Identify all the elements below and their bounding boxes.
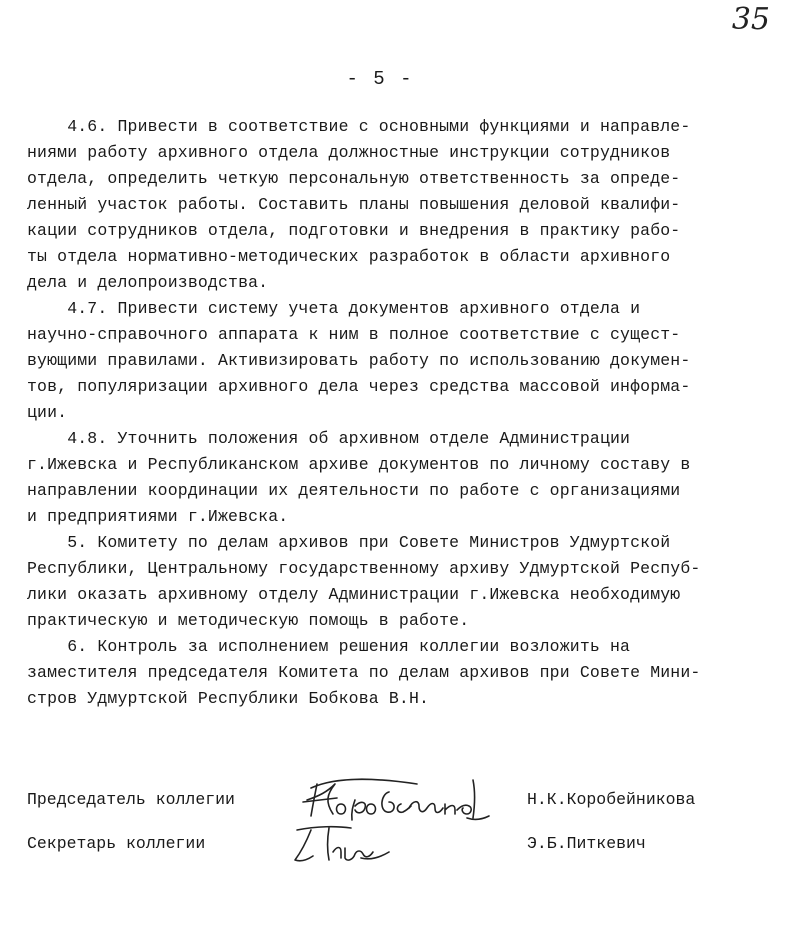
body-line: ленный участок работы. Составить планы повышения деловой квалифи- [27,195,681,214]
body-line: 5. Комитету по делам архивов при Совете Министров Удмуртской [27,533,671,552]
signature-block [27,790,767,910]
body-line: направлении координации их деятельности по работе с организациями [27,481,681,500]
body-line: г.Ижевска и Республиканском архиве документов по личному составу в [27,455,691,474]
body-line: практическую и методическую помощь в работе. [27,611,470,630]
body-line: ниями работу архивного отдела должностные инструкции сотрудников [27,143,671,162]
chair-title: Председатель коллегии [27,790,235,809]
chair-name: Н.К.Коробейникова [527,790,696,809]
page-number: - 5 - [346,68,414,90]
body-line: ции. [27,403,68,422]
body-line: 6. Контроль за исполнением решения коллегии возложить на [27,637,631,656]
body-line: вующими правилами. Активизировать работу по использованию докумен- [27,351,691,370]
body-line: Республики, Центральному государственному архиву Удмуртской Респуб- [27,559,701,578]
body-line: 4.7. Привести систему учета документов архивного отдела и [27,299,641,318]
secretary-handwritten-signature [287,820,397,868]
body-line: заместителя председателя Комитета по делам архивов при Совете Мини- [27,663,701,682]
body-line: 4.6. Привести в соответствие с основными функциями и направле- [27,117,691,136]
body-line: ты отдела нормативно-методических разработок в области архивного [27,247,671,266]
body-line: лики оказать архивному отделу Администрации г.Ижевска необходимую [27,585,681,604]
body-line: научно-справочного аппарата к ним в полное соответствие с сущест- [27,325,681,344]
body-line: 4.8. Уточнить положения об архивном отделе Администрации [27,429,631,448]
archive-sheet-number: 35 [731,2,770,37]
body-line: тов, популяризации архивного дела через средства массовой информа- [27,377,691,396]
body-line: и предприятиями г.Ижевска. [27,507,289,526]
secretary-title: Секретарь коллегии [27,834,206,853]
resolution-body [27,114,747,712]
body-line: дела и делопроизводства. [27,273,269,292]
body-line: отдела, определить четкую персональную ответственность за опреде- [27,169,681,188]
secretary-name: Э.Б.Питкевич [527,834,646,853]
body-line: кации сотрудников отдела, подготовки и внедрения в практику рабо- [27,221,681,240]
body-line: стров Удмуртской Республики Бобкова В.Н. [27,689,430,708]
